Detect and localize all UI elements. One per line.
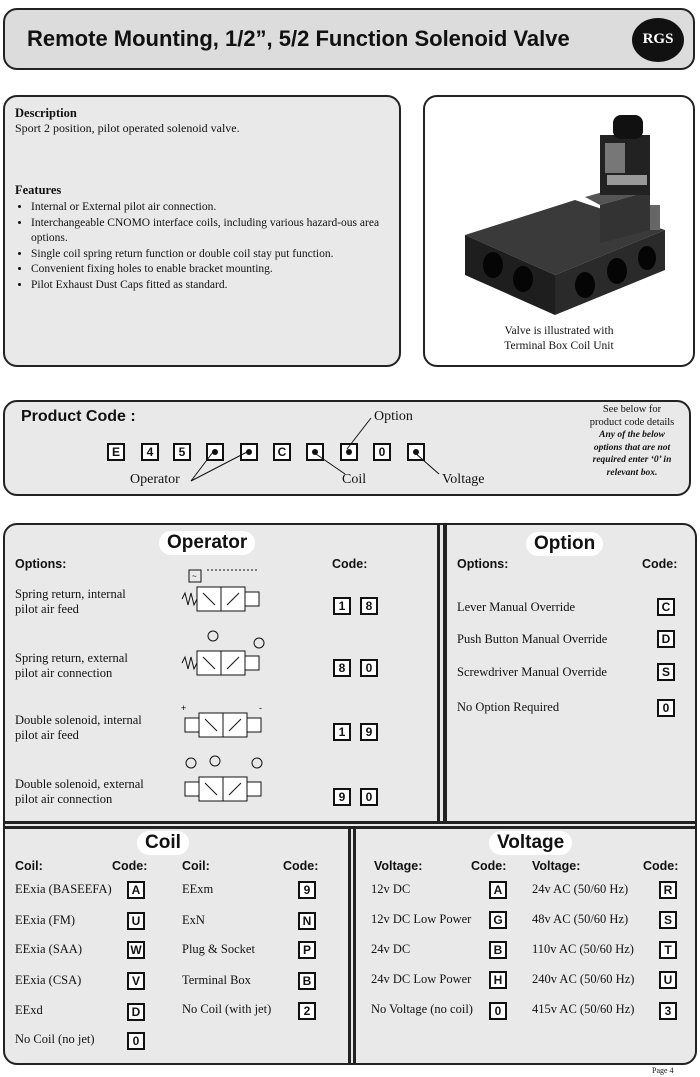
voltage-code-box: S: [659, 911, 677, 929]
voltage-label: 110v AC (50/60 Hz): [532, 942, 634, 956]
note-italic-1: Any of the below: [599, 430, 665, 440]
option-row-label: No Option Required: [457, 700, 560, 714]
product-code-panel: [3, 400, 691, 496]
rgs-logo-text: RGS: [642, 31, 674, 47]
image-caption-line2: Terminal Box Coil Unit: [504, 340, 614, 352]
option-row-label: Lever Manual Override: [457, 600, 575, 614]
coil-label: EExia (CSA): [15, 973, 82, 987]
voltage-label: 24v DC: [371, 942, 411, 956]
valve-symbol-spring-internal: [177, 565, 267, 623]
voltage-label: 12v DC Low Power: [371, 912, 472, 926]
note-italic-4: relevant box.: [606, 467, 658, 478]
operator-code-box: 1: [333, 597, 351, 615]
coil-code-box: V: [127, 972, 145, 990]
coil-title: Coil: [137, 831, 189, 855]
voltage-code-box: U: [659, 971, 677, 989]
feature-item: • Single coil spring return function or double coil stay put function.: [31, 247, 406, 263]
coil-label: No Coil (with jet): [182, 1002, 272, 1016]
operator-row-label: Double solenoid, internal pilot air feed: [15, 713, 142, 742]
code-box-1: E: [107, 443, 125, 461]
option-code-box: 0: [657, 699, 675, 717]
product-code-label: Product Code :: [21, 408, 136, 425]
option-code-header: Code:: [642, 557, 678, 571]
coil-code-box: 2: [298, 1002, 316, 1020]
voltage-label: 240v AC (50/60 Hz): [532, 972, 635, 986]
operator-code-box: 1: [333, 723, 351, 741]
solenoid-valve-image: [435, 105, 685, 330]
code-label-coil: Coil: [342, 472, 367, 487]
vertical-divider-bottom: [348, 827, 351, 1065]
operator-row-label: Spring return, internal pilot air feed: [15, 587, 126, 616]
coil-col-header-left: Coil:: [15, 859, 43, 873]
voltage-code-header-right: Code:: [643, 859, 679, 873]
feature-item: • Internal or External pilot air connection.: [31, 200, 406, 216]
valve-symbol-double-external: [177, 753, 267, 811]
product-code-note: [573, 404, 691, 479]
voltage-code-box: H: [489, 971, 507, 989]
option-options-header: Options:: [457, 557, 509, 571]
valve-symbol-double-internal: [177, 691, 267, 749]
voltage-col-header-right: Voltage:: [532, 859, 581, 873]
coil-label: Terminal Box: [182, 973, 251, 987]
coil-col-header-right: Coil:: [182, 859, 210, 873]
description-text: Sport 2 position, pilot operated solenoid valve.: [15, 121, 240, 135]
coil-code-header-left: Code:: [112, 859, 148, 873]
operator-options-header: Options:: [15, 557, 67, 571]
option-row-label: Screwdriver Manual Override: [457, 665, 607, 679]
operator-row-label: Double solenoid, external pilot air connection: [15, 777, 144, 806]
voltage-label: 12v DC: [371, 882, 411, 896]
code-box-6: C: [273, 443, 291, 461]
voltage-col-header-left: Voltage:: [374, 859, 423, 873]
feature-item: • Pilot Exhaust Dust Caps fitted as standard.: [31, 278, 406, 294]
option-title: Option: [526, 532, 603, 556]
coil-code-box: B: [298, 972, 316, 990]
coil-label: No Coil (no jet): [15, 1032, 95, 1046]
code-label-option: Option: [374, 409, 413, 424]
note-italic-3: required enter ‘0’ in: [592, 455, 672, 465]
coil-code-box: W: [127, 941, 145, 959]
coil-code-box: 9: [298, 881, 316, 899]
svg-text:-: -: [259, 703, 262, 713]
operator-code-box: 0: [360, 659, 378, 677]
operator-code-header: Code:: [332, 557, 368, 571]
coil-label: EExia (FM): [15, 913, 76, 927]
note-plain-2: product code details: [589, 416, 675, 428]
coil-label: EExd: [15, 1003, 43, 1017]
vertical-divider-top: [437, 525, 443, 821]
title-bar: [3, 8, 695, 70]
voltage-code-box: B: [489, 941, 507, 959]
valve-symbol-spring-external: [177, 629, 267, 687]
coil-code-box: N: [298, 912, 316, 930]
svg-text:+: +: [181, 703, 187, 713]
coil-label: EExia (BASEEFA): [15, 882, 112, 896]
voltage-label: 24v AC (50/60 Hz): [532, 882, 629, 896]
voltage-code-header-left: Code:: [471, 859, 507, 873]
voltage-code-box: A: [489, 881, 507, 899]
coil-code-box: U: [127, 912, 145, 930]
code-label-voltage: Voltage: [442, 472, 485, 487]
coil-code-box: P: [298, 941, 316, 959]
feature-item: • Convenient fixing holes to enable bracket mounting.: [31, 262, 406, 278]
options-panel: [3, 523, 697, 1065]
coil-label: Plug & Socket: [182, 942, 255, 956]
coil-code-header-right: Code:: [283, 859, 319, 873]
operator-code-box: 9: [333, 788, 351, 806]
operator-code-box: 8: [360, 597, 378, 615]
code-box-9: 0: [373, 443, 391, 461]
voltage-code-box: G: [489, 911, 507, 929]
operator-code-box: 9: [360, 723, 378, 741]
coil-label: ExN: [182, 913, 205, 927]
operator-code-box: 0: [360, 788, 378, 806]
operator-code-box: 8: [333, 659, 351, 677]
product-image-panel: [423, 95, 695, 367]
operator-title: Operator: [159, 531, 255, 555]
code-label-operator: Operator: [130, 472, 180, 487]
voltage-code-box: T: [659, 941, 677, 959]
option-row-label: Push Button Manual Override: [457, 632, 608, 646]
voltage-label: 48v AC (50/60 Hz): [532, 912, 629, 926]
operator-row-label: Spring return, external pilot air connection: [15, 651, 128, 680]
note-italic-2: options that are not: [593, 442, 671, 453]
image-caption-line1: Valve is illustrated with: [504, 325, 614, 337]
note-plain-1: See below for: [602, 404, 662, 415]
feature-item: • Interchangeable CNOMO interface coils, including various hazard-ous area options.: [31, 216, 406, 247]
description-heading: Description: [15, 106, 77, 120]
page-title: Remote Mounting, 1/2”, 5/2 Function Solenoid Valve: [27, 26, 570, 51]
horizontal-divider: [5, 821, 697, 824]
voltage-label: 415v AC (50/60 Hz): [532, 1002, 635, 1016]
option-code-box: C: [657, 598, 675, 616]
features-list: [15, 200, 406, 293]
coil-label: EExm: [182, 882, 214, 896]
voltage-title: Voltage: [489, 831, 572, 855]
option-code-box: D: [657, 630, 675, 648]
rgs-logo: [632, 18, 684, 62]
coil-code-box: D: [127, 1003, 145, 1021]
svg-text:~: ~: [192, 572, 197, 581]
coil-label: EExia (SAA): [15, 942, 82, 956]
page-number: Page 4: [652, 1066, 674, 1075]
voltage-label: No Voltage (no coil): [371, 1002, 473, 1016]
description-panel: [3, 95, 401, 367]
voltage-code-box: 3: [659, 1002, 677, 1020]
voltage-code-box: 0: [489, 1002, 507, 1020]
voltage-label: 24v DC Low Power: [371, 972, 472, 986]
coil-code-box: A: [127, 881, 145, 899]
code-box-2: 4: [141, 443, 159, 461]
voltage-code-box: R: [659, 881, 677, 899]
option-code-box: S: [657, 663, 675, 681]
code-box-3: 5: [173, 443, 191, 461]
features-heading: Features: [15, 183, 62, 197]
coil-code-box: 0: [127, 1032, 145, 1050]
